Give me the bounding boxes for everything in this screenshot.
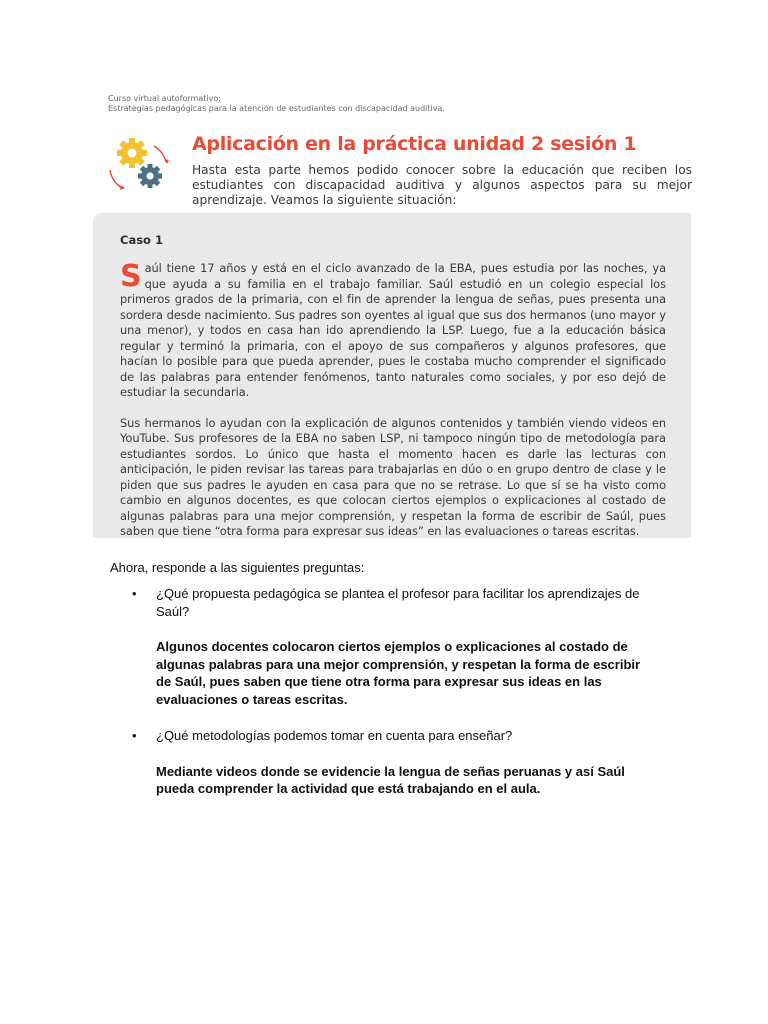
course-subtitle: Estrategias pedagógicas para la atención de estudiantes con discapacidad auditiva.: [108, 104, 445, 113]
course-header: [108, 94, 708, 114]
answer-text: Mediante videos donde se evidencie la lengua de señas peruanas y así Saúl pueda comprender la actividad que está trabajando en el aula.: [156, 763, 625, 796]
question-text: ¿Qué metodologías podemos tomar en cuenta para enseñar?: [156, 728, 513, 743]
bullet: •: [132, 586, 137, 601]
case-title: Caso 1: [120, 233, 163, 247]
course-label: Curso virtual autoformativo:: [108, 94, 221, 103]
bullet: •: [132, 728, 137, 743]
intro-paragraph: Hasta esta parte hemos podido conocer sobre la educación que reciben los estudiantes con discapacidad auditiva y algunos aspectos para su mejor aprendizaje. Veamos la siguiente situación:: [192, 163, 692, 207]
question-text: ¿Qué propuesta pedagógica se plantea el profesor para facilitar los aprendizajes de Saúl?: [156, 586, 640, 619]
case-paragraph-1: [120, 261, 666, 401]
instructions: Ahora, responde a las siguientes preguntas:: [110, 560, 365, 575]
list-item: [110, 727, 655, 798]
answer-text: Algunos docentes colocaron ciertos ejemplos o explicaciones al costado de algunas palabras para una mejor comprensión, y respetan la forma de escribir de Saúl, pues saben que tiene otra forma para expresar sus ideas en las evaluaciones o tareas escritas.: [156, 639, 641, 707]
drop-cap: S: [120, 259, 142, 294]
questions-list: [110, 585, 655, 817]
list-item: [110, 585, 655, 708]
section-title: Aplicación en la práctica unidad 2 sesión 1: [192, 133, 637, 155]
case-box: [93, 213, 691, 538]
gears-icon: [104, 136, 170, 194]
case-paragraph-1-text: aúl tiene 17 años y está en el ciclo avanzado de la EBA, pues estudia por las noches, ya que ayuda a su familia en el trabajo familiar. Saúl estudió en un colegio especial los primeros grados de la primaria, con el fin de aprender la lengua de señas, pues presenta una sordera desde nacimiento. Sus padres son oyentes al igual que sus dos hermanos (uno mayor y una menor), y todos en casa han ido aprendiendo la LSP. Luego, fue a la educación básica regular y terminó la primaria, con el apoyo de sus compañeros y algunos profesores, que hacían lo posible para que pueda aprender, pues le costaba mucho comprender el significado de las palabras para entender fenómenos, tanto naturales como sociales, y por eso dejó de estudiar la secundaria.: [120, 261, 666, 399]
case-paragraph-2: Sus hermanos lo ayudan con la explicación de algunos contenidos y también viendo videos en YouTube. Sus profesores de la EBA no saben LSP, ni tampoco ningún tipo de metodología para estudiantes sordos. Lo único que hasta el momento hacen es darle las lecturas con anticipación, le piden revisar las tareas para trabajarlas en dúo o en grupo dentro de clase y le piden que sus padres le ayuden en casa para que no se retrase. Lo que sí se ha visto como cambio en algunos docentes, es que colocan ciertos ejemplos o explicaciones al costado de algunas palabras para una mejor comprensión, y respetan la forma de escribir de Saúl, pues saben que tiene “otra forma para expresar sus ideas” en las evaluaciones o tareas escritas.: [120, 415, 666, 538]
